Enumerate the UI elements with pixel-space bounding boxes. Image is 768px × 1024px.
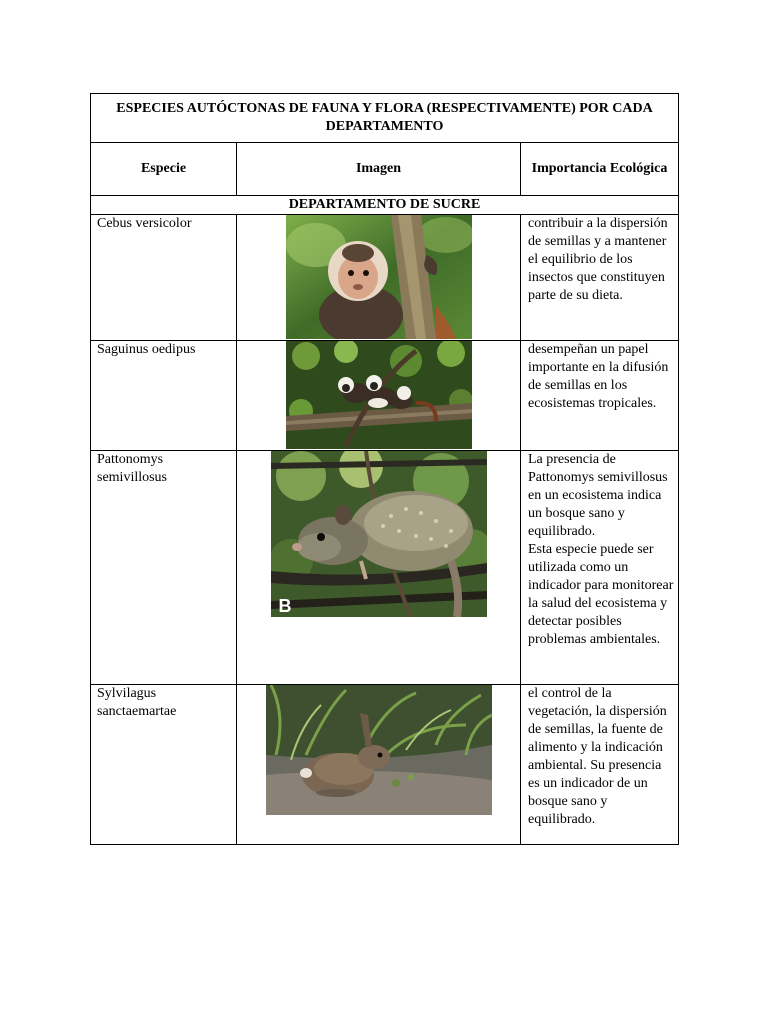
spiny-rat-photo: [271, 451, 487, 617]
image-cell: [237, 685, 521, 845]
title-row: [91, 94, 679, 143]
rabbit-photo: [266, 685, 492, 815]
header-species: Especie: [91, 143, 237, 196]
importance-cell: [521, 451, 679, 685]
image-label: B: [278, 596, 292, 616]
image-cell: [237, 451, 521, 685]
importance-text: La presencia de Pattonomys semivillosus en un ecosistema indica un bosque sano y equilibrado.: [528, 452, 668, 539]
department-row: [91, 196, 679, 215]
importance-text: contribuir a la dispersión de semillas y a mantener el equilibrio de los insectos que constituyen parte de su dieta.: [521, 215, 679, 341]
importance-text: el control de la vegetación, la dispersión de semillas, la fuente de alimento y la indicación ambiental. Su presencia es un indicador de un bosque sano y equilibrado.: [521, 685, 679, 845]
species-name: Saguinus oedipus: [91, 341, 237, 451]
importance-text-2: Esta especie puede ser utilizada como un indicador para monitorear la salud del ecosistema y detectar posibles problemas ambientales.: [528, 542, 674, 647]
table-row: [91, 685, 679, 845]
table-row: [91, 341, 679, 451]
header-row: [91, 143, 679, 196]
header-importance: Importancia Ecológica: [521, 143, 679, 196]
table-row: [91, 451, 679, 685]
table-title: ESPECIES AUTÓCTONAS DE FAUNA Y FLORA (RESPECTIVAMENTE) POR CADA DEPARTAMENTO: [91, 94, 679, 143]
image-cell: [237, 341, 521, 451]
image-cell: [237, 215, 521, 341]
species-name: Cebus versicolor: [91, 215, 237, 341]
species-table: [90, 93, 679, 845]
department-title: DEPARTAMENTO DE SUCRE: [91, 196, 679, 215]
header-image: Imagen: [237, 143, 521, 196]
species-name: Sylvilagus sanctaemartae: [91, 685, 237, 845]
tamarin-photo: [286, 341, 472, 449]
table-row: [91, 215, 679, 341]
species-name: Pattonomys semivillosus: [91, 451, 237, 685]
importance-text: desempeñan un papel importante en la difusión de semillas en los ecosistemas tropicales.: [521, 341, 679, 451]
capuchin-monkey-photo: [286, 215, 472, 339]
